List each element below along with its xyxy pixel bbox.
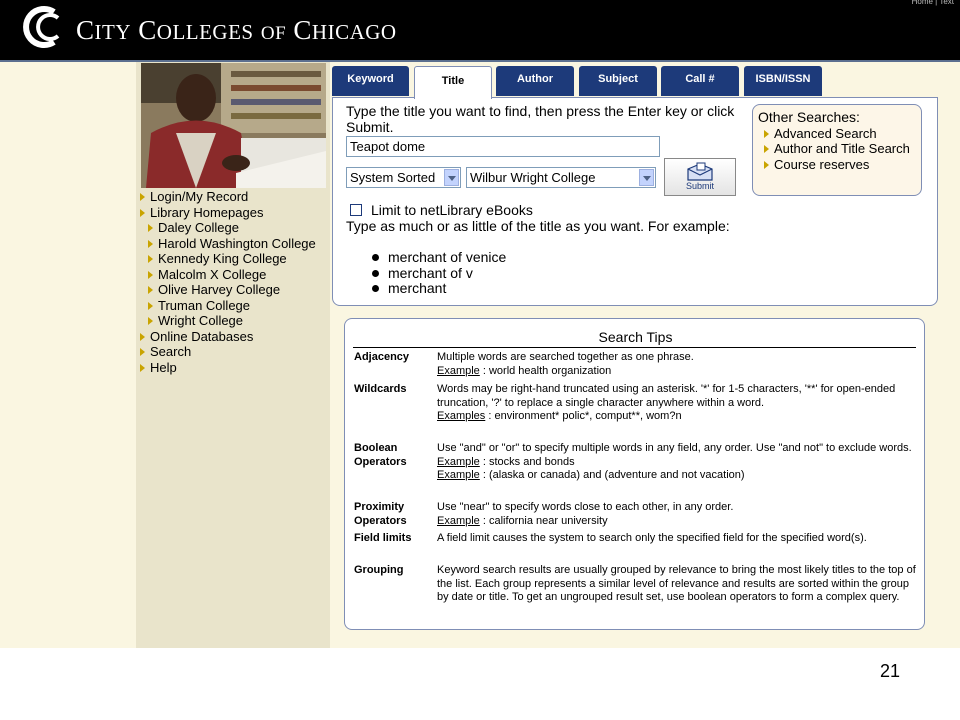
sidebar-item-label: Daley College [158,220,239,235]
sidebar-item-truman[interactable] [140,298,328,314]
tip-term-line: Operators [354,455,407,468]
other-searches-title: Other Searches: [758,109,860,125]
student-reading-image [141,63,326,188]
sidebar-item-label: Truman College [158,297,251,313]
arrow-right-icon [148,317,153,325]
example-link[interactable]: Example [437,455,480,468]
example-item: merchant of venice [370,250,506,266]
tab-author[interactable]: Author [496,66,574,96]
header-top-links[interactable]: Home | Text [911,0,954,6]
example-text: : (alaska or canada) and (adventure and not vacation) [479,469,745,481]
tip-term-line: Operators [354,514,407,527]
tip-text: Multiple words are searched together as one phrase. [437,351,694,363]
arrow-right-icon [764,130,769,138]
arrow-right-icon [148,271,153,279]
course-reserves-label: Course reserves [774,156,870,172]
arrow-right-icon [764,161,769,169]
tip-text: Use "near" to specify words close to each other, in any order. [437,501,734,513]
tip-term-adjacency: Adjacency [354,351,410,363]
arrow-right-icon [140,209,145,217]
library-select[interactable] [466,167,656,188]
tip-term-proximity [354,501,407,528]
sidebar-item-login[interactable] [140,189,328,205]
tip-example [437,365,917,379]
arrow-right-icon [140,364,145,372]
tab-subject[interactable]: Subject [579,66,657,96]
sidebar-item-wright[interactable] [140,313,328,329]
arrow-right-icon [148,286,153,294]
sidebar-item-olive-harvey[interactable] [140,282,328,298]
example-link[interactable]: Example [437,364,480,377]
tip-desc-proximity [437,501,917,528]
tab-title[interactable]: Title [414,66,492,99]
sidebar-item-label: Malcolm X College [158,266,267,282]
submit-envelope-icon [685,161,715,183]
sidebar-item-label: Help [150,359,177,375]
example-text: : environment* polic*, comput**, wom?n [485,410,682,422]
example-text: : california near university [479,514,608,527]
sidebar-item-library-homepages[interactable] [140,205,328,221]
limit-label: Limit to netLibrary eBooks [371,202,533,218]
search-tips-title: Search Tips [598,329,673,345]
search-hint: Type as much or as little of the title as you want. For example: [346,218,730,234]
sidebar-item-label: Login/My Record [150,189,249,204]
sort-select[interactable] [346,167,461,188]
search-tips-panel [344,318,925,630]
example-link[interactable]: Example [437,514,480,527]
logo-text: CITY COLLEGES OF CHICAGO [76,14,397,45]
sidebar-item-search[interactable] [140,344,328,360]
limit-checkbox[interactable] [350,204,362,216]
tip-desc-wildcards [437,383,917,424]
example-item: merchant of v [370,266,506,282]
ccc-logo-mark-icon [18,2,66,52]
advanced-search-label: Advanced Search [774,125,877,141]
tip-term-field-limits: Field limits [354,532,412,544]
arrow-right-icon [148,240,153,248]
example-link[interactable]: Example [437,469,480,481]
tip-term-wildcards: Wildcards [354,383,407,395]
submit-label: Submit [685,181,714,191]
sidebar-nav [140,189,328,375]
example-text: : world health organization [479,364,612,377]
tip-term-line: Proximity [354,501,405,513]
sidebar-item-label: Harold Washington College [158,235,316,251]
arrow-right-icon [140,333,145,341]
chevron-down-icon [639,169,654,186]
tip-term-grouping: Grouping [354,564,404,576]
sidebar-item-online-databases[interactable] [140,329,328,345]
tab-call-number[interactable]: Call # [661,66,739,96]
limit-netlibrary[interactable] [350,202,533,218]
arrow-right-icon [148,255,153,263]
sidebar-item-label: Olive Harvey College [158,282,281,297]
tips-divider [353,347,916,348]
tip-desc-grouping: Keyword search results are usually grouped by relevance to bring the most likely titles to the top of the list. Each group represents a similar level of relevance and results are sorted within the group by date or title. To get an ungrouped result set, use boolean operators to form a complex query. [437,564,916,603]
example-item: merchant [370,281,506,297]
sidebar-item-label: Library Homepages [150,204,264,220]
tab-isbn-issn[interactable]: ISBN/ISSN [744,66,822,96]
sidebar-item-label: Wright College [158,313,244,328]
tab-keyword[interactable]: Keyword [332,66,409,96]
sidebar-item-kennedy-king[interactable] [140,251,328,267]
other-searches-box [752,104,922,196]
tip-term-boolean [354,442,407,469]
example-text: : stocks and bonds [479,455,575,468]
tip-desc-boolean [437,442,917,483]
tip-example [437,410,917,424]
tip-term-line: Boolean [354,442,398,454]
advanced-search-link[interactable] [758,126,916,142]
search-instruction: Type the title you want to find, then press the Enter key or click Submit. [346,103,735,135]
sidebar-item-harold-washington[interactable] [140,236,328,252]
submit-button[interactable] [664,158,736,196]
site-logo[interactable] [18,2,397,52]
arrow-right-icon [140,193,145,201]
author-title-search-label: Author and Title Search [774,141,910,156]
title-search-input[interactable] [346,136,660,157]
tip-text: Use "and" or "or" to specify multiple words in any field, any order. Use "and not" to exclude words. [437,442,912,454]
tip-desc-field-limits: A field limit causes the system to search only the specified field for the specified word(s). [437,532,867,544]
course-reserves-link[interactable] [758,157,916,173]
example-list [370,250,506,297]
sidebar-item-malcolm-x[interactable] [140,267,328,283]
library-select-value: Wilbur Wright College [470,170,596,185]
sidebar-item-label: Kennedy King College [158,251,287,266]
arrow-right-icon [764,145,769,153]
example-link[interactable]: Examples [437,410,486,422]
author-title-search-link[interactable] [758,141,916,157]
sidebar-item-label: Search [150,344,192,359]
tip-example [437,515,917,529]
arrow-right-icon [148,302,153,310]
tip-text: Words may be right-hand truncated using an asterisk. '*' for 1-5 characters, '**' for open-ended truncation, '?' to replace a single character anywhere within a word. [437,383,896,409]
arrow-right-icon [140,348,145,356]
sidebar-item-help[interactable] [140,360,328,376]
site-header [0,0,960,62]
chevron-down-icon [444,169,459,186]
sidebar-item-label: Online Databases [150,328,254,344]
tip-desc-adjacency [437,351,917,378]
sort-select-value: System Sorted [350,170,436,185]
slide-page-number: 21 [880,661,901,681]
tip-example [437,469,917,483]
arrow-right-icon [148,224,153,232]
tip-example [437,456,917,470]
student-photo [141,63,326,188]
sidebar-item-daley[interactable] [140,220,328,236]
